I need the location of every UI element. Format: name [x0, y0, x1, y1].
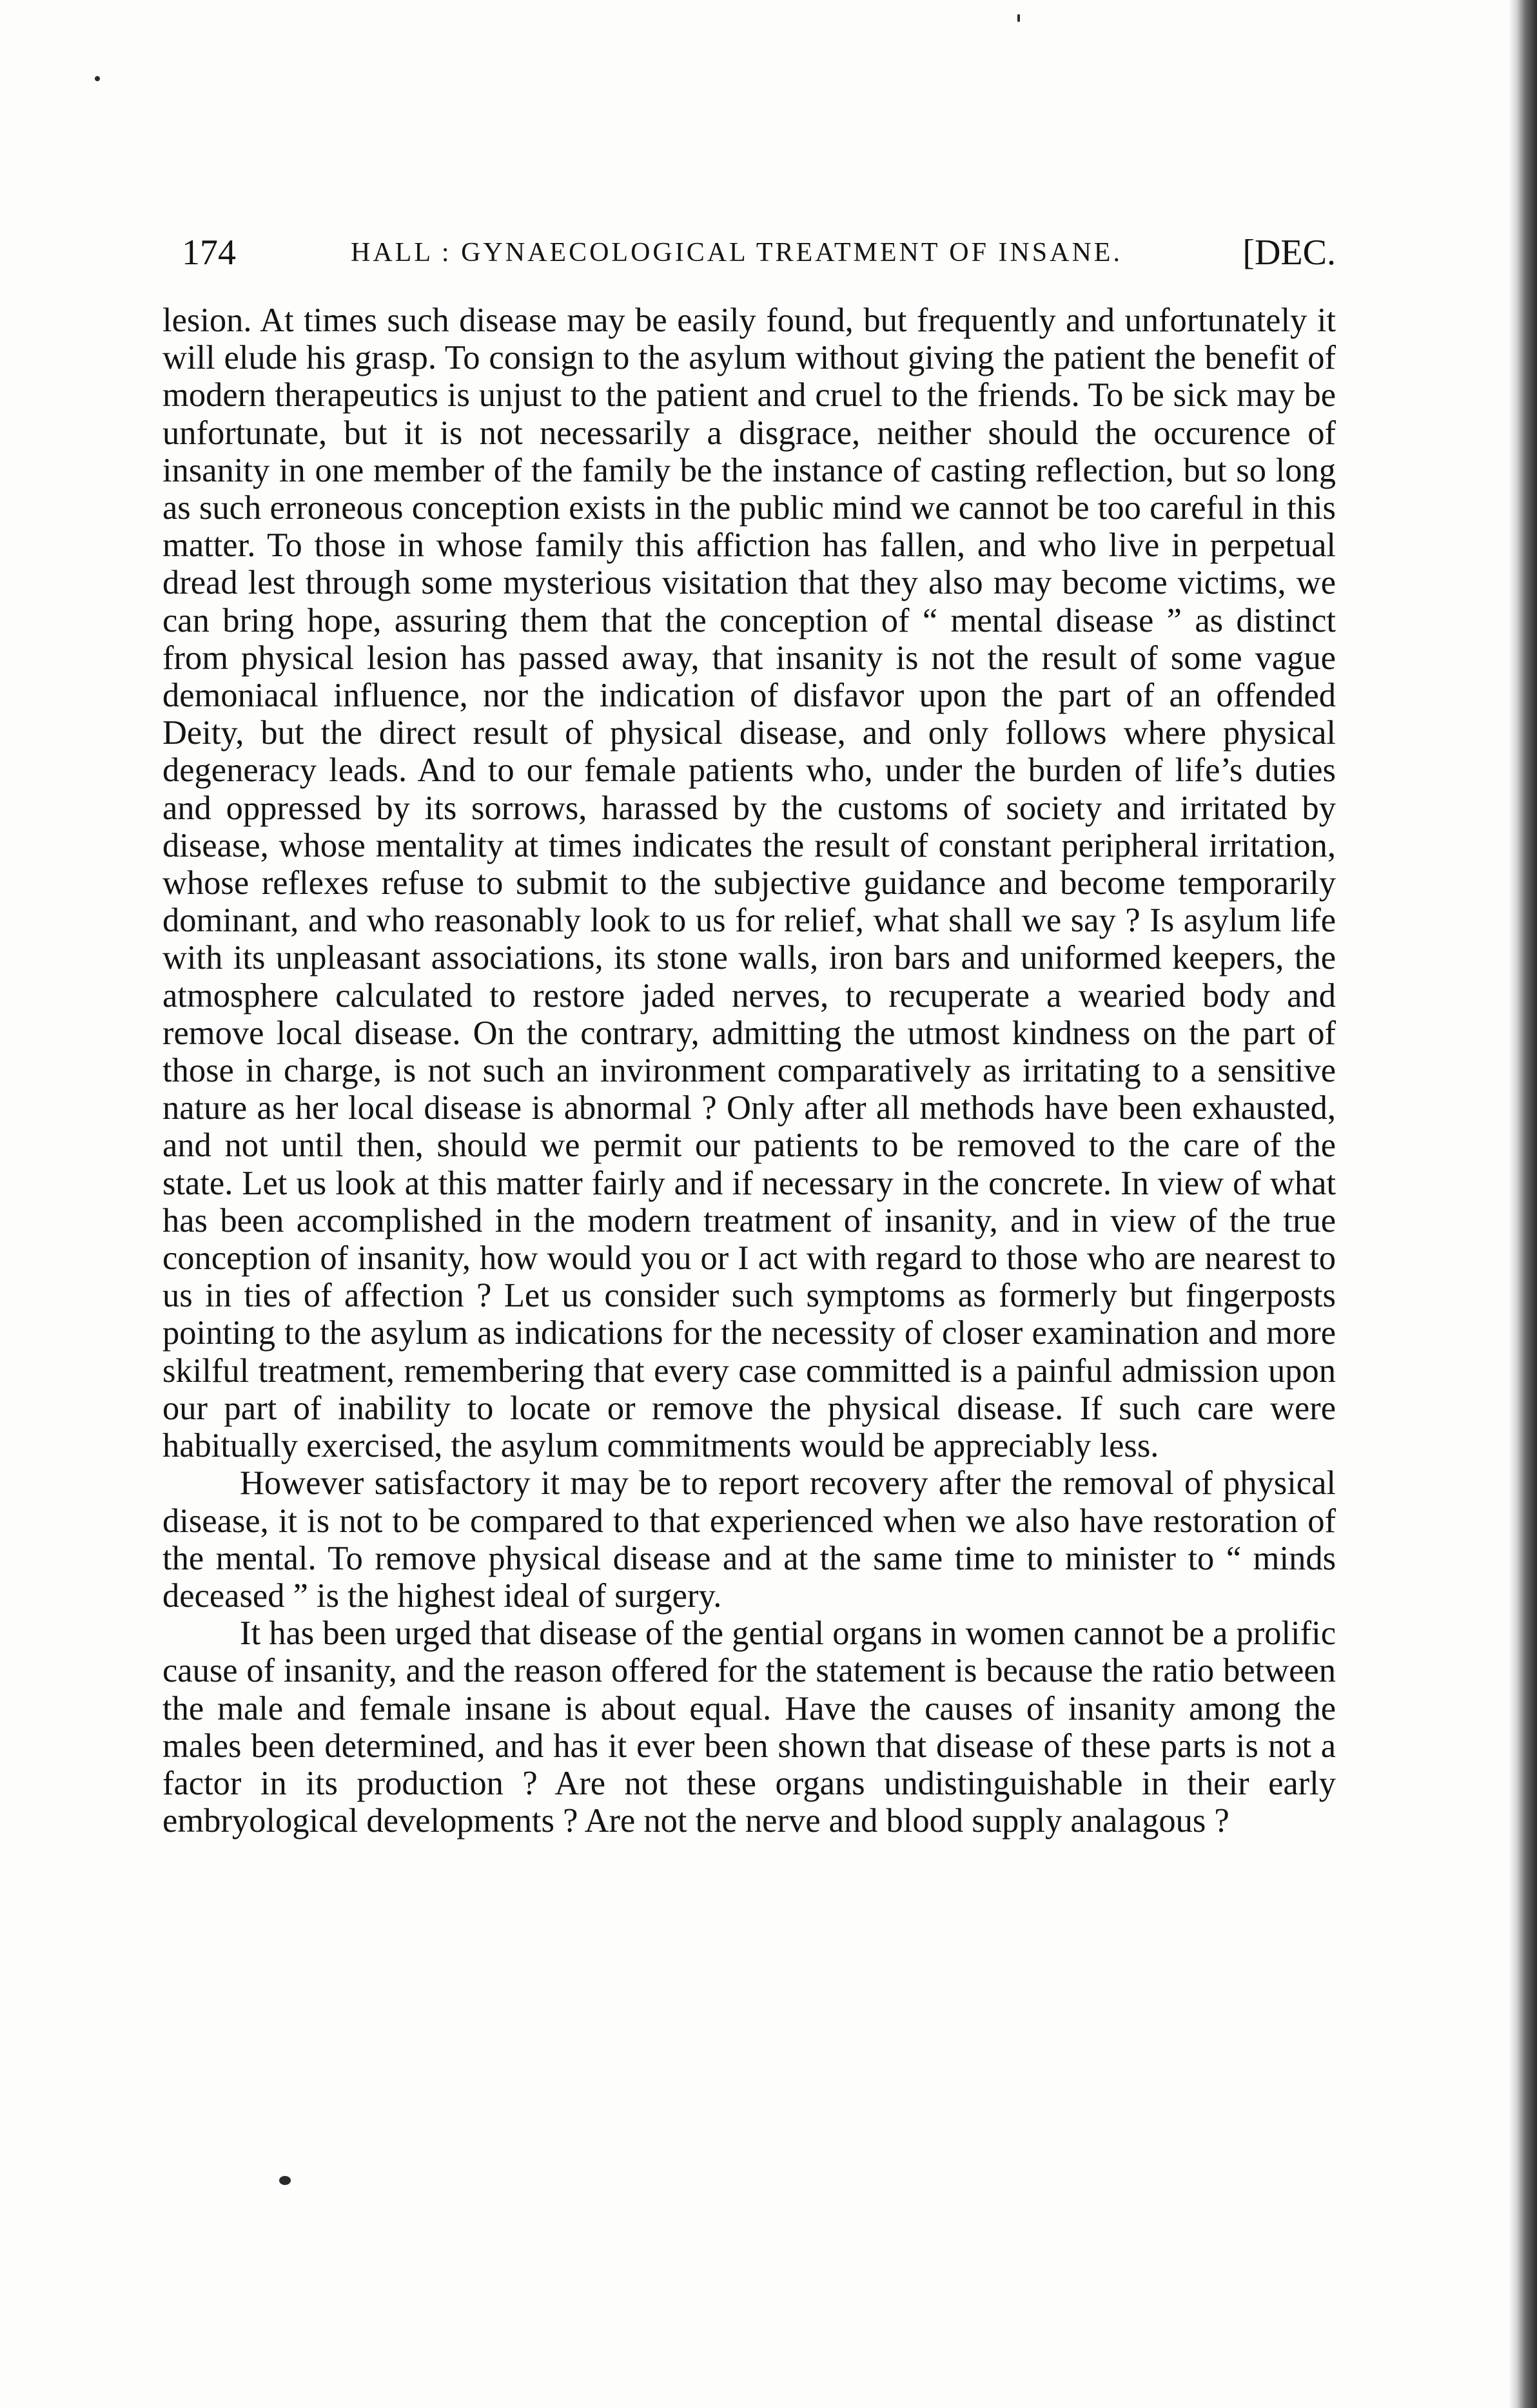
paragraph-2: However satisfactory it may be to report recovery after the removal of physical disease, it is not to be compared to that experienced when we also have restoration of the mental. To remove physical disease and at the same time to minister to “ minds deceased ” is the highest ideal of surgery. — [162, 1464, 1336, 1615]
running-header — [182, 227, 1336, 278]
speck-mark — [1017, 14, 1020, 22]
scan-binding-edge — [1509, 0, 1537, 2408]
paragraph-3: It has been urged that disease of the gential organs in women cannot be a prolific cause of insanity, and the reason offered for the statement is because the ratio between the male and female insane is about equal. Have the causes of insanity among the males been determined, and has it ever been shown that disease of these parts is not a factor in its production ? Are not these organs undistinguishable in their early embryological developments ? Are not the nerve and blood supply analagous ? — [162, 1615, 1336, 1840]
paragraph-1: lesion. At times such disease may be easily found, but frequently and unfortunately it will elude his grasp. To consign to the asylum without giving the patient the benefit of modern therapeutics is unjust to the patient and cruel to the friends. To be sick may be unfortunate, but it is not necessarily a disgrace, neither should the occurence of insanity in one member of the family be the instance of casting reflection, but so long as such erroneous conception exists in the public mind we cannot be too careful in this matter. To those in whose family this affiction has fallen, and who live in perpetual dread lest through some mysterious visitation that they also may become victims, we can bring hope, assuring them that the conception of “ mental disease ” as distinct from physical lesion has passed away, that insanity is not the result of some vague demoniacal influence, nor the indication of disfavor upon the part of an offended Deity, but the direct result of physical disease, and only follows where physical degeneracy leads. And to our female patients who, under the burden of life’s duties and oppressed by its sorrows, harassed by the customs of society and irritated by disease, whose mentality at times indicates the result of constant peripheral irritation, whose reflexes refuse to submit to the subjective guidance and become temporarily dominant, and who reasonably look to us for relief, what shall we say ? Is asylum life with its unpleasant associations, its stone walls, iron bars and uniformed keepers, the atmosphere calculated to restore jaded nerves, to recuperate a wearied body and remove local disease. On the contrary, admitting the utmost kindness on the part of those in charge, is not such an invironment comparatively as irritating to a sensitive nature as her local disease is abnormal ? Only after all methods have been exhausted, and not until then, should we permit our patients to be removed to the care of the state. Let us look at this matter fairly and if necessary in the concrete. In view of what has been accomplished in the modern treatment of insanity, and in view of the true conception of insanity, how would you or I act with regard to those who are nearest to us in ties of affection ? Let us consider such symptoms as formerly but fingerposts pointing to the asylum as indications for the necessity of closer examination and more skilful treatment, remembering that every case committed is a painful admission upon our part of inability to locate or remove the physical disease. If such care were habitually exercised, the asylum commitments would be appreciably less. — [162, 302, 1336, 1465]
running-title: HALL : GYNAECOLOGICAL TREATMENT OF INSANE. — [351, 238, 1122, 267]
body-text — [162, 302, 1336, 2203]
speck-mark — [95, 76, 100, 81]
page-number: 174 — [182, 233, 236, 273]
header-month: [DEC. — [1242, 233, 1336, 273]
